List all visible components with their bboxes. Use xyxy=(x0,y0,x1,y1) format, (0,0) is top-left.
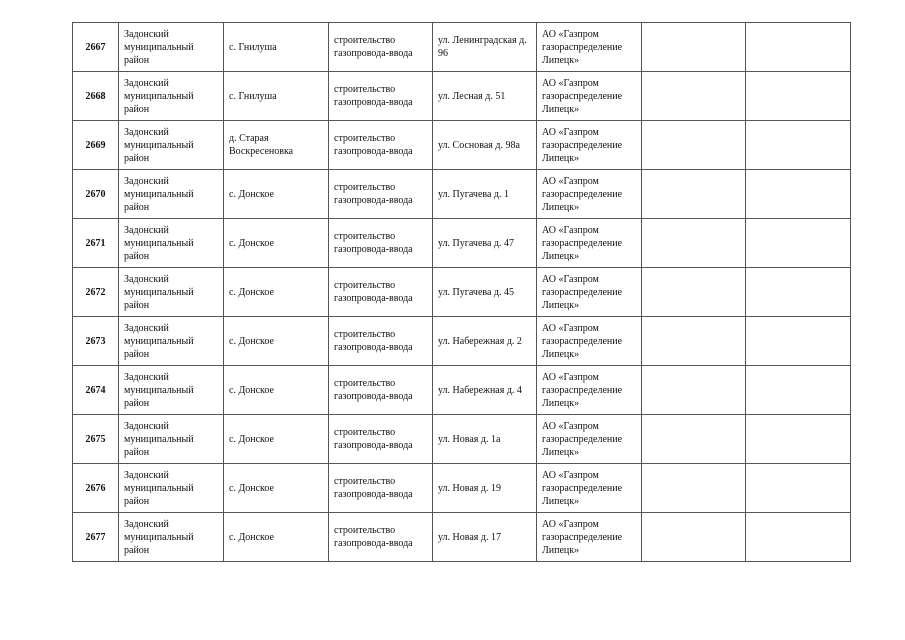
settlement-cell: с. Донское xyxy=(224,366,329,415)
district-cell: Задонский муниципальный район xyxy=(119,513,224,562)
address-cell: ул. Пугачева д. 45 xyxy=(433,268,537,317)
district-cell: Задонский муниципальный район xyxy=(119,72,224,121)
row-number-cell: 2672 xyxy=(73,268,119,317)
table-row xyxy=(73,366,851,415)
table-row xyxy=(73,121,851,170)
table-row xyxy=(73,513,851,562)
empty-cell-1 xyxy=(642,121,746,170)
district-cell: Задонский муниципальный район xyxy=(119,23,224,72)
work-type-cell: строительство газопровода-ввода xyxy=(329,23,433,72)
work-type-cell: строительство газопровода-ввода xyxy=(329,268,433,317)
settlement-cell: с. Донское xyxy=(224,415,329,464)
table-row xyxy=(73,170,851,219)
work-type-cell: строительство газопровода-ввода xyxy=(329,170,433,219)
district-cell: Задонский муниципальный район xyxy=(119,170,224,219)
work-type-cell: строительство газопровода-ввода xyxy=(329,464,433,513)
organization-cell: АО «Газпром газораспределение Липецк» xyxy=(537,513,642,562)
empty-cell-2 xyxy=(746,219,851,268)
empty-cell-1 xyxy=(642,72,746,121)
table-row xyxy=(73,464,851,513)
empty-cell-1 xyxy=(642,415,746,464)
settlement-cell: с. Донское xyxy=(224,268,329,317)
organization-cell: АО «Газпром газораспределение Липецк» xyxy=(537,415,642,464)
address-cell: ул. Ленинградская д. 96 xyxy=(433,23,537,72)
row-number-cell: 2675 xyxy=(73,415,119,464)
table-row xyxy=(73,219,851,268)
district-cell: Задонский муниципальный район xyxy=(119,121,224,170)
empty-cell-2 xyxy=(746,121,851,170)
empty-cell-1 xyxy=(642,317,746,366)
empty-cell-1 xyxy=(642,464,746,513)
organization-cell: АО «Газпром газораспределение Липецк» xyxy=(537,366,642,415)
empty-cell-1 xyxy=(642,513,746,562)
empty-cell-2 xyxy=(746,268,851,317)
table-row xyxy=(73,415,851,464)
empty-cell-1 xyxy=(642,219,746,268)
settlement-cell: с. Гнилуша xyxy=(224,23,329,72)
empty-cell-1 xyxy=(642,268,746,317)
table-row xyxy=(73,72,851,121)
organization-cell: АО «Газпром газораспределение Липецк» xyxy=(537,170,642,219)
row-number-cell: 2670 xyxy=(73,170,119,219)
empty-cell-1 xyxy=(642,170,746,219)
address-cell: ул. Пугачева д. 47 xyxy=(433,219,537,268)
settlement-cell: с. Донское xyxy=(224,317,329,366)
work-type-cell: строительство газопровода-ввода xyxy=(329,219,433,268)
registry-table xyxy=(72,22,851,562)
row-number-cell: 2674 xyxy=(73,366,119,415)
settlement-cell: с. Донское xyxy=(224,464,329,513)
settlement-cell: с. Донское xyxy=(224,513,329,562)
organization-cell: АО «Газпром газораспределение Липецк» xyxy=(537,464,642,513)
district-cell: Задонский муниципальный район xyxy=(119,415,224,464)
empty-cell-2 xyxy=(746,366,851,415)
district-cell: Задонский муниципальный район xyxy=(119,464,224,513)
address-cell: ул. Сосновая д. 98а xyxy=(433,121,537,170)
district-cell: Задонский муниципальный район xyxy=(119,268,224,317)
address-cell: ул. Пугачева д. 1 xyxy=(433,170,537,219)
row-number-cell: 2673 xyxy=(73,317,119,366)
empty-cell-2 xyxy=(746,23,851,72)
address-cell: ул. Лесная д. 51 xyxy=(433,72,537,121)
organization-cell: АО «Газпром газораспределение Липецк» xyxy=(537,268,642,317)
settlement-cell: с. Донское xyxy=(224,170,329,219)
empty-cell-1 xyxy=(642,366,746,415)
settlement-cell: д. Старая Воскресеновка xyxy=(224,121,329,170)
organization-cell: АО «Газпром газораспределение Липецк» xyxy=(537,317,642,366)
district-cell: Задонский муниципальный район xyxy=(119,219,224,268)
address-cell: ул. Новая д. 1а xyxy=(433,415,537,464)
address-cell: ул. Новая д. 19 xyxy=(433,464,537,513)
empty-cell-2 xyxy=(746,513,851,562)
table-row xyxy=(73,317,851,366)
organization-cell: АО «Газпром газораспределение Липецк» xyxy=(537,23,642,72)
empty-cell-2 xyxy=(746,170,851,219)
address-cell: ул. Набережная д. 2 xyxy=(433,317,537,366)
row-number-cell: 2668 xyxy=(73,72,119,121)
address-cell: ул. Набережная д. 4 xyxy=(433,366,537,415)
organization-cell: АО «Газпром газораспределение Липецк» xyxy=(537,121,642,170)
district-cell: Задонский муниципальный район xyxy=(119,366,224,415)
work-type-cell: строительство газопровода-ввода xyxy=(329,366,433,415)
empty-cell-1 xyxy=(642,23,746,72)
empty-cell-2 xyxy=(746,317,851,366)
empty-cell-2 xyxy=(746,415,851,464)
empty-cell-2 xyxy=(746,464,851,513)
settlement-cell: с. Гнилуша xyxy=(224,72,329,121)
table-row xyxy=(73,268,851,317)
row-number-cell: 2669 xyxy=(73,121,119,170)
address-cell: ул. Новая д. 17 xyxy=(433,513,537,562)
row-number-cell: 2677 xyxy=(73,513,119,562)
district-cell: Задонский муниципальный район xyxy=(119,317,224,366)
row-number-cell: 2667 xyxy=(73,23,119,72)
row-number-cell: 2676 xyxy=(73,464,119,513)
organization-cell: АО «Газпром газораспределение Липецк» xyxy=(537,219,642,268)
organization-cell: АО «Газпром газораспределение Липецк» xyxy=(537,72,642,121)
work-type-cell: строительство газопровода-ввода xyxy=(329,121,433,170)
empty-cell-2 xyxy=(746,72,851,121)
work-type-cell: строительство газопровода-ввода xyxy=(329,415,433,464)
table-row xyxy=(73,23,851,72)
work-type-cell: строительство газопровода-ввода xyxy=(329,513,433,562)
row-number-cell: 2671 xyxy=(73,219,119,268)
settlement-cell: с. Донское xyxy=(224,219,329,268)
work-type-cell: строительство газопровода-ввода xyxy=(329,317,433,366)
work-type-cell: строительство газопровода-ввода xyxy=(329,72,433,121)
